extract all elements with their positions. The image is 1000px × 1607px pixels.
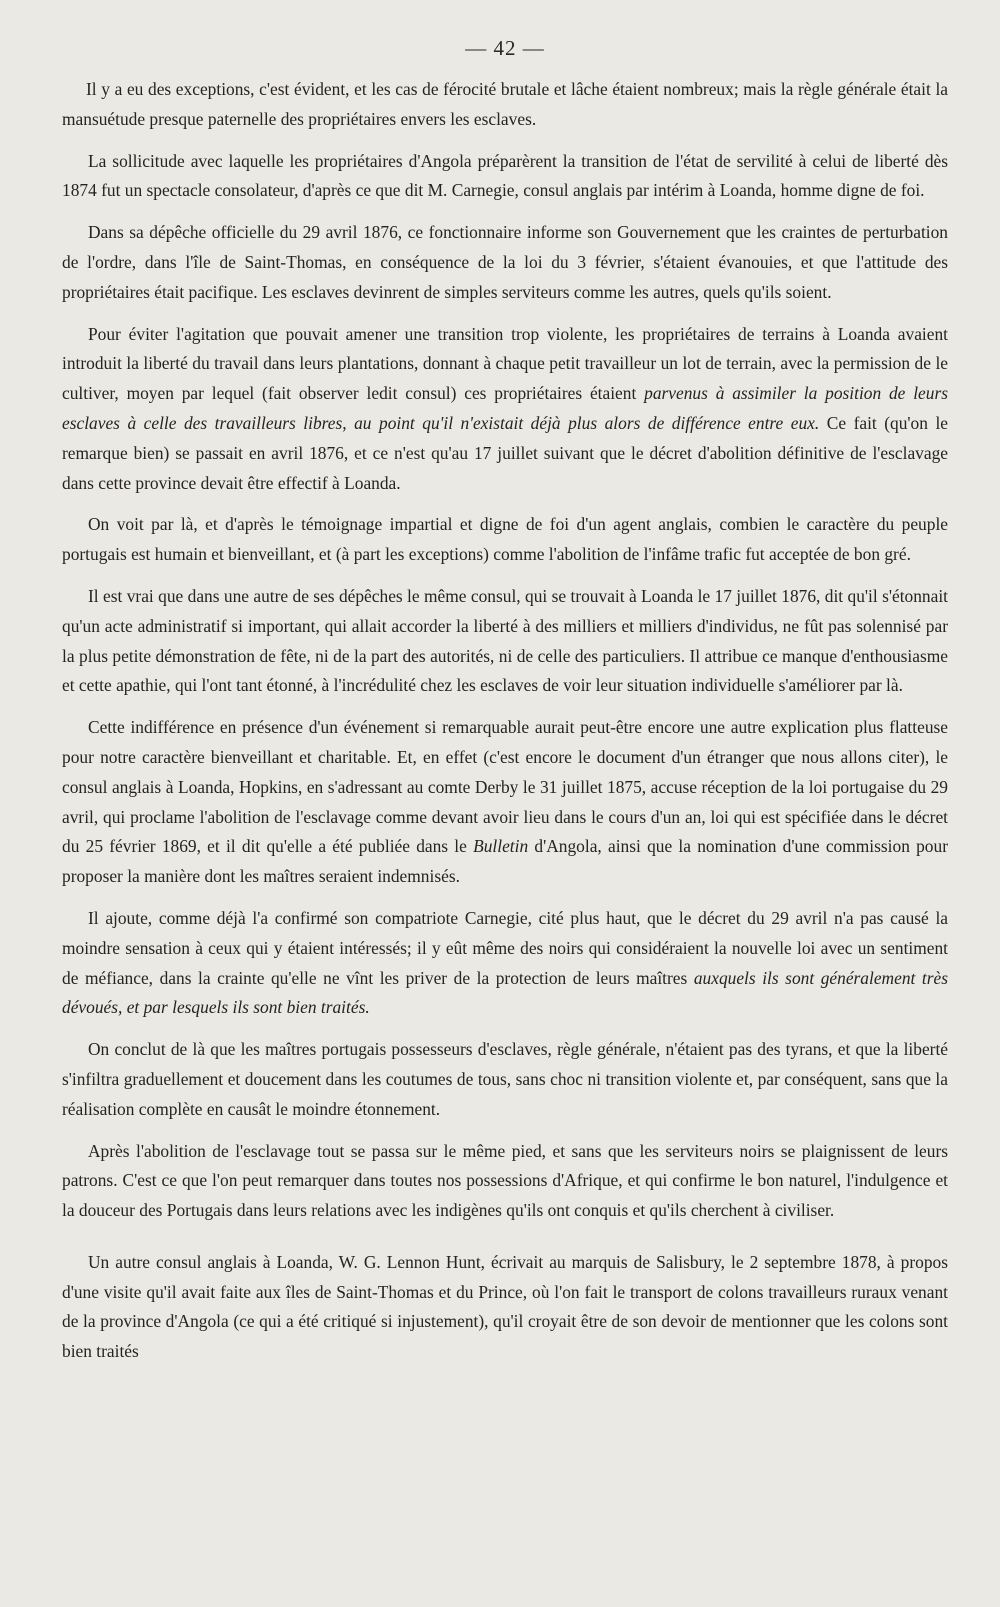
paragraph <box>62 1248 948 1367</box>
text-run: Dans sa dépêche officielle du 29 avril 1876, ce fonctionnaire informe son Gouvernement que les craintes de perturbation de l'ordre, dans l'île de Saint-Thomas, en conséquence de la loi du 3 février, s'étaient évanouies, et que l'attitude des propriétaires était pacifique. Les esclaves devinrent de simples serviteurs comme les autres, quels qu'ils soient. <box>62 222 948 302</box>
paragraph <box>62 147 948 207</box>
text-run: Il y a eu des exceptions, c'est évident, et les cas de férocité brutale et lâche étaient nombreux; mais la règle générale était la mansuétude presque paternelle des propriétaires envers les esclaves. <box>62 79 948 129</box>
body-text <box>62 75 948 1367</box>
text-run: On voit par là, et d'après le témoignage impartial et digne de foi d'un agent anglais, combien le caractère du peuple portugais est humain et bienveillant, et (à part les exceptions) comme l'abolition de l'infâme trafic fut acceptée de bon gré. <box>62 514 948 565</box>
italic-run: parvenus à assimiler la position de leurs esclaves à celle des travailleurs libres, au point qu'il n'existait déjà plus alors de différence entre eux. <box>62 383 948 433</box>
paragraph <box>62 320 948 499</box>
paragraph <box>62 218 948 307</box>
paragraph <box>62 75 948 135</box>
text-run: La sollicitude avec laquelle les propriétaires d'Angola préparèrent la transition de l'état de servilité à celui de liberté dès 1874 fut un spectacle consolateur, d'après ce que dit M. Carnegie, consul anglais par intérim à Loanda, homme digne de foi. <box>62 150 948 201</box>
text-run: Ce fait (qu'on le remarque bien) se passait en avril 1876, et ce n'est qu'au 17 juillet suivant que le décret d'abolition définitive de l'esclavage dans cette province devait être effectif à Loanda. <box>62 412 949 493</box>
paragraph <box>62 1035 948 1124</box>
paragraph <box>62 582 948 701</box>
text-run: On conclut de là que les maîtres portugais possesseurs d'esclaves, règle générale, n'étaient pas des tyrans, et que la liberté s'infiltra graduellement et doucement dans les coutumes de tous, sans choc ni transition violente et, par conséquent, sans que la réalisation complète en causât le moindre étonnement. <box>62 1039 948 1119</box>
paragraph <box>62 510 948 570</box>
paragraph <box>62 1137 948 1226</box>
text-run: Pour éviter l'agitation que pouvait amener une transition trop violente, les propriétaires de terrains à Loanda avaient introduit la liberté du travail dans leurs plantations, donnant à chaque petit travailleur un lot de terrain, avec la permission de le cultiver, moyen par lequel (fait observer ledit consul) ces propriétaires étaient <box>62 323 948 404</box>
italic-run: Bulletin <box>473 836 529 857</box>
text-run: Après l'abolition de l'esclavage tout se passa sur le même pied, et sans que les serviteurs noirs se plaignissent de leurs patrons. C'est ce que l'on peut remarquer dans toutes nos possessions d'Afrique, et qui confirme le bon naturel, l'indulgence et la douceur des Portugais dans leurs relations avec les indigènes qu'ils ont conquis et qu'ils cherchent à civiliser. <box>62 1140 948 1221</box>
page-number: — 42 — <box>465 36 545 60</box>
italic-run: auxquels ils sont généralement très dévoués, et par lesquels ils sont bien traités. <box>62 967 948 1018</box>
text-run: Il est vrai que dans une autre de ses dépêches le même consul, qui se trouvait à Loanda le 17 juillet 1876, dit qu'il s'étonnait qu'un acte administratif si important, qui allait accorder la liberté à des milliers et milliers d'individus, ne fût pas solennisé par la plus petite démonstration de fête, ni de la part des autorités, ni de celle des particuliers. Il attribue ce manque d'enthousiasme et cette apathie, qui l'ont tant étonné, à l'incrédulité chez les esclaves de voir leur situation individuelle s'améliorer par là. <box>62 585 948 696</box>
text-run: d'Angola, ainsi que la nomination d'une commission pour proposer la manière dont les maîtres seraient indemnisés. <box>62 836 948 887</box>
text-run: Un autre consul anglais à Loanda, W. G. Lennon Hunt, écrivait au marquis de Salisbury, le 2 septembre 1878, à propos d'une visite qu'il avait faite aux îles de Saint-Thomas et du Prince, où l'on fait le transport de colons travailleurs ruraux venant de la province d'Angola (ce qui a été critiqué si injustement), qu'il croyait être de son devoir de mentionner que les colons sont bien traités <box>62 1251 948 1362</box>
text-run: Cette indifférence en présence d'un événement si remarquable aurait peut-être encore une autre explication plus flatteuse pour notre caractère bienveillant et charitable. Et, en effet (c'est encore le document d'un étranger que nous allons citer), le consul anglais à Loanda, Hopkins, en s'adressant au comte Derby le 31 juillet 1875, accuse réception de la loi portugaise du 29 avril, qui proclame l'abolition de l'esclavage comme devant avoir lieu dans le cours d'un an, loi qui est spécifiée dans le décret du 25 février 1869, et il dit qu'elle a été publiée dans le <box>62 717 948 857</box>
paragraph <box>62 904 948 1023</box>
paragraph <box>62 713 948 892</box>
text-run: Il ajoute, comme déjà l'a confirmé son compatriote Carnegie, cité plus haut, que le décret du 29 avril n'a pas causé la moindre sensation à ceux qui y étaient intéressés; il y eût même des noirs qui considéraient la nouvelle loi avec un sentiment de méfiance, dans la crainte qu'elle ne vînt les priver de la protection de leurs maîtres <box>62 907 948 988</box>
